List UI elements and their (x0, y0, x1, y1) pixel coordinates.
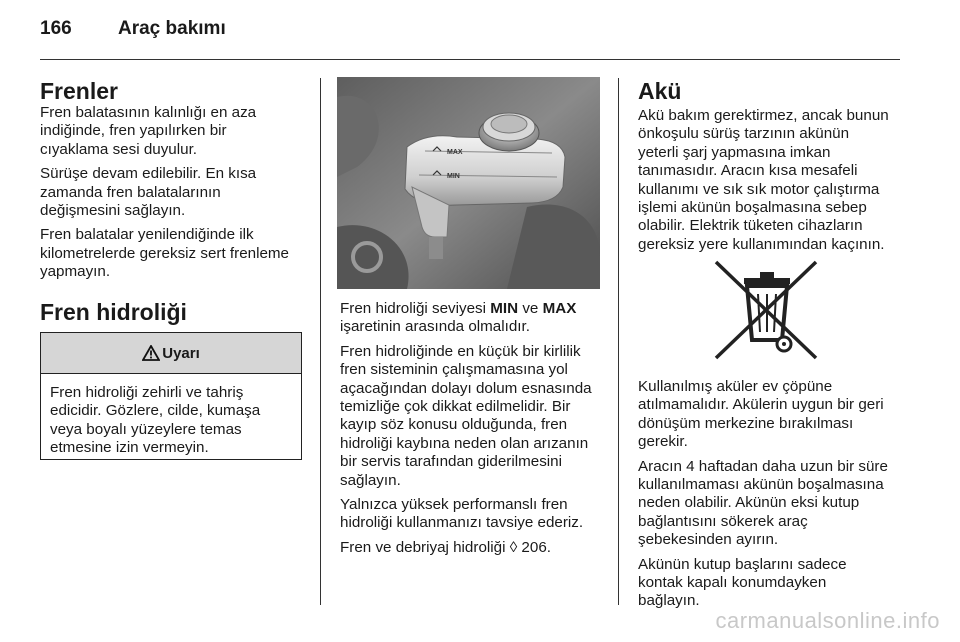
column-battery (638, 78, 908, 260)
text-line: bağlayın. (638, 592, 700, 610)
paragraph (638, 458, 908, 550)
text-line: bir servis tarafından giderilmesini (340, 453, 562, 471)
page-header (40, 18, 226, 40)
column-battery-continued (638, 378, 908, 617)
column-divider-2 (618, 78, 619, 605)
text-line: Fren balatasının kalınlığı en aza (40, 104, 257, 121)
text-line: cıyaklama sesi duyulur. (40, 140, 198, 158)
header-rule (40, 59, 900, 60)
text-line: değişmesini sağlayın. (40, 202, 186, 220)
text-line: tanımasıdır. Aracın kısa mesafeli (638, 162, 858, 180)
paragraph (340, 343, 612, 490)
section-title: Araç bakımı (118, 18, 226, 39)
text-line: kontak kapalı konumdayken (638, 574, 827, 592)
text-line: Kullanılmış aküler ev çöpüne (638, 378, 833, 395)
brake-fluid-reservoir-photo (337, 77, 600, 289)
paragraph (638, 107, 908, 254)
text-line: zamanda fren balatalarının (40, 183, 221, 201)
paragraph (40, 104, 315, 159)
max-label: MAX (542, 300, 577, 317)
heading-brakes: Frenler (40, 78, 118, 104)
text-line: etmesine izin vermeyin. (50, 439, 209, 457)
text-line: yeterli şarj yapmasına imkan (638, 143, 831, 161)
column-brakes (40, 78, 315, 325)
text-line: neden olabilir. Akünün eksi kutup (638, 494, 860, 512)
paragraph (340, 539, 612, 557)
page-number: 166 (40, 18, 72, 39)
text-line: işaretinin arasında olmalıdır. (340, 318, 530, 336)
text-line: gerekir. (638, 433, 688, 451)
reference-arrow-icon: ◊ (509, 538, 518, 556)
text-line: Fren balatalar yenilendiğinde ilk (40, 226, 254, 244)
text-line: Akü bakım gerektirmez, ancak bunun (638, 107, 889, 124)
text-line: edicidir. Gözlere, cilde, kumaşa (50, 402, 261, 420)
min-mark-label: MIN (447, 173, 460, 180)
text-line: işlemi akünün boşalmasına sebep (638, 199, 867, 217)
warning-box (40, 332, 302, 460)
text-run: Fren hidroliği seviyesi (340, 300, 491, 317)
column-brake-fluid (340, 300, 612, 563)
text-line: temizliğe çok dikkat edilmelidir. Bir (340, 398, 571, 416)
text-line: dönüşüm merkezine bırakılması (638, 414, 854, 432)
paragraph (40, 165, 315, 220)
text-line: Aracın 4 haftadan daha uzun bir süre (638, 457, 888, 475)
text-line: kullanılmaması akünün boşalmasına (638, 476, 884, 494)
text-run: Fren ve debriyaj hidroliği (340, 538, 510, 556)
warning-header (41, 333, 301, 374)
warning-triangle-icon (142, 345, 160, 361)
paragraph (340, 300, 612, 337)
text-line: fren sisteminin çalışmamasına yol (340, 361, 568, 379)
crossed-out-wheelie-bin-icon (712, 258, 822, 362)
text-line: Fren hidroliğinde en küçük bir kirlilik (340, 342, 581, 360)
paragraph (340, 496, 612, 533)
text-line: veya boyalı yüzeylere temas (50, 420, 242, 438)
text-line: olabilir. Elektrik tüketen cihazların (638, 217, 863, 235)
text-line: kilometrelerde gereksiz sert frenleme (40, 244, 289, 262)
text-line: Fren hidroliği zehirli ve tahriş (50, 384, 244, 401)
cross-reference-link[interactable] (510, 539, 551, 556)
paragraph (638, 556, 908, 611)
text-line: hidroliği kaybına neden olan arızanın (340, 434, 589, 452)
paragraph (638, 378, 908, 452)
heading-brake-fluid: Fren hidroliği (40, 298, 187, 325)
text-line: açacağından dolayı dolum esnasında (340, 379, 592, 397)
text-line: atılmamalıdır. Akülerin uygun bir geri (638, 396, 884, 414)
text-line: hidroliği kullanmanızı tavsiye ederiz. (340, 514, 584, 532)
heading-battery: Akü (638, 78, 682, 104)
text-line: yapmayın. (40, 263, 111, 281)
text-line: kayıp söz konusu olduğunda, fren (340, 416, 568, 434)
text-line: önkoşulu sürüş tarzının akünün (638, 125, 850, 143)
min-label: MIN (490, 300, 519, 317)
text-line: Yalnızca yüksek performanslı fren (340, 496, 568, 514)
text-line: şebekesinden ayırın. (638, 531, 779, 549)
watermark: carmanualsonline.info (715, 608, 940, 633)
text-line: indiğinde, fren yapılırken bir (40, 122, 227, 140)
reference-page: 206. (517, 538, 551, 556)
text-line: bağlantısını sökerek araç (638, 512, 808, 530)
warning-text (41, 374, 301, 458)
text-line: Sürüşe devam edilebilir. En kısa (40, 165, 257, 183)
text-line: kullanımı ve sık sık motor çalıştırma (638, 180, 880, 198)
column-divider-1 (320, 78, 321, 605)
text-line: sağlayın. (340, 471, 401, 489)
text-run: ve (518, 300, 543, 317)
text-line: gereksiz yere kullanımından kaçının. (638, 235, 885, 253)
paragraph (40, 226, 315, 281)
max-mark-label: MAX (447, 149, 463, 156)
text-line: Akünün kutup başlarını sadece (638, 555, 847, 573)
warning-title: Uyarı (162, 344, 200, 362)
